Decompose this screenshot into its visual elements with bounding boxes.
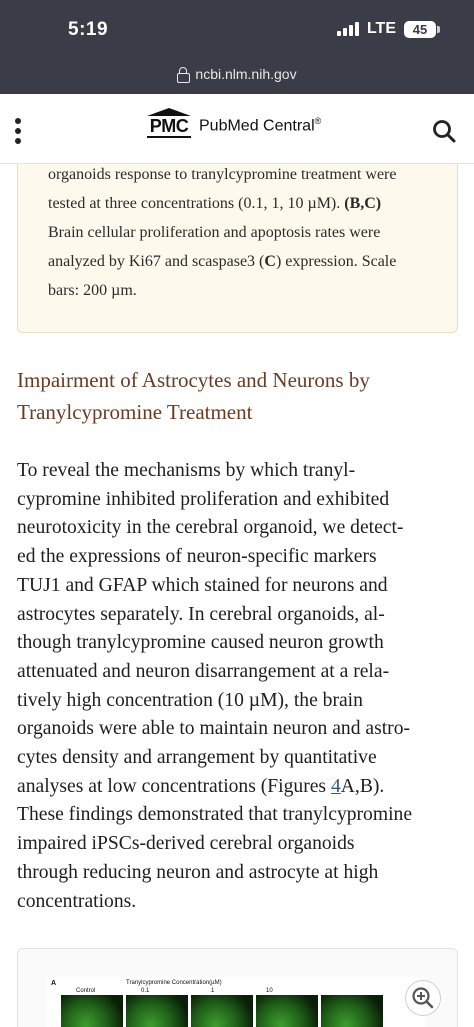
figure-image-tile <box>126 995 188 1027</box>
figure-4-link[interactable]: 4 <box>330 775 341 797</box>
figure-image-tile <box>61 995 123 1027</box>
network-label: LTE <box>366 20 396 37</box>
figure-panel-label: A <box>51 980 57 987</box>
battery-icon: 45 <box>404 21 436 38</box>
pmc-logo-mark: PMC <box>147 108 191 138</box>
figure-thumbnail[interactable] <box>46 977 426 1027</box>
status-bar <box>0 0 474 94</box>
figure-image-tile <box>256 995 318 1027</box>
section-heading: Impairment of Astrocytes and Neurons by Tranylcypromine Treatment <box>17 368 370 424</box>
zoom-in-icon <box>411 986 435 1010</box>
figure-column-label: 0.1 <box>141 988 150 994</box>
figure-title: Tranylcypromine Concentration(µM) <box>126 980 222 986</box>
figure-column-label: Control <box>76 988 96 994</box>
url-text: ncbi.nlm.nih.gov <box>195 66 297 82</box>
caption-text: organoids response to tranylcypromine treatment were tested at three concentrations (0.1, 1, 10 µM). (B,C) Brain cellular proliferation and apoptosis rates were analyzed by Ki67 and scaspase3 (C) expression. Scale bars: 200 µm. <box>48 166 397 299</box>
search-icon[interactable] <box>432 119 456 143</box>
figure-column-label: 10 <box>266 988 273 994</box>
url-bar[interactable] <box>0 66 474 82</box>
figure-column-label: 1 <box>211 988 215 994</box>
status-time: 5:19 <box>68 19 109 40</box>
figure-image-tile <box>191 995 253 1027</box>
lock-icon <box>177 67 189 81</box>
figure-caption <box>17 164 458 333</box>
signal-icon <box>337 22 359 36</box>
pmc-logo[interactable] <box>147 108 321 138</box>
figure-preview[interactable] <box>17 948 458 1027</box>
menu-icon[interactable] <box>15 118 23 144</box>
zoom-button[interactable] <box>406 981 440 1015</box>
pmc-logo-text: PubMed Central® <box>199 115 322 134</box>
figure-image-tile <box>321 995 383 1027</box>
site-header <box>0 94 474 164</box>
body-paragraph: To reveal the mechanisms by which tranyl- cypromine inhibited proliferation and exhibited neurotoxicity in the cerebral organoid, we detect- ed the expressions of neuron-specific markers TUJ1 and GFAP which stained for neurons and astrocytes separately. In cerebral organoids, al- though tranylcypromine caused neuron growth attenuated and neuron disarrangement at a rela- tively high concentration (10 µM), the brain organoids were able to maintain neuron and astro- cytes density and arrangement by quantitative analyses at low concentrations (Figures 4A,B). These findings demonstrated that tranylcypromine impaired iPSCs-derived cerebral organoids through reducing neuron and astrocyte at high concentrations. <box>17 460 413 912</box>
status-indicators <box>337 20 436 38</box>
